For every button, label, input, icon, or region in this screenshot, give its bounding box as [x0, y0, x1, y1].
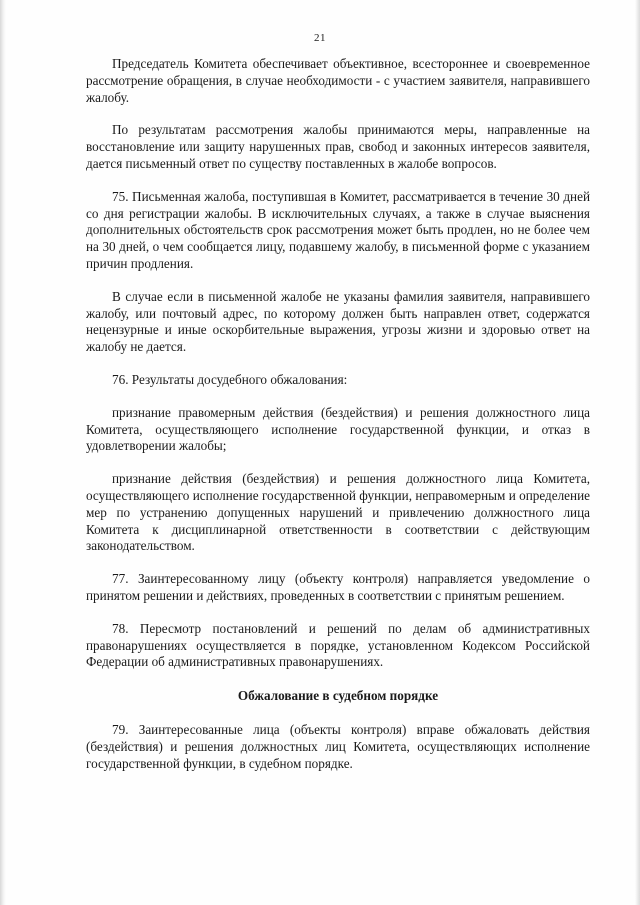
scan-edge-left [0, 0, 6, 905]
paragraph-result-unlawful: признание действия (бездействия) и решения должностного лица Комитета, осуществляющего исполнение государственной функции, неправомерным и определение мер по устранению допущенных нарушений и привлечению должностного лица Комитета к дисциплинарной ответственности в соответствии с действующим законодательством. [86, 471, 590, 554]
scan-edge-right [635, 0, 640, 905]
paragraph-item-79: 79. Заинтересованные лица (объекты контроля) вправе обжаловать действия (бездействия) и решения должностных лиц Комитета, осуществляющих исполнение государственной функции, в судебном порядке. [86, 722, 590, 771]
section-heading: Обжалование в судебном порядке [237, 688, 439, 704]
paragraph-item-76: 76. Результаты досудебного обжалования: [112, 371, 348, 387]
paragraph-item-78: 78. Пересмотр постановлений и решений по делам об административных правонарушениях осуществляется в порядке, установленном Кодексом Российской Федерации об административных правонарушениях. [86, 620, 590, 670]
page-number: 21 [314, 32, 326, 44]
paragraph-item-77: 77. Заинтересованному лицу (объекту контроля) направляется уведомление о принятом решении и действиях, проведенных в соответствии с принятым решением. [86, 571, 590, 603]
paragraph-result-lawful: признание правомерным действия (бездействия) и решения должностного лица Комитета, осуществляющего исполнение государственной функции, и отказ в удовлетворении жалобы; [86, 404, 590, 454]
paragraph-no-response-cases: В случае если в письменной жалобе не указаны фамилия заявителя, направившего жалобу, или почтовый адрес, по которому должен быть направлен ответ, содержатся нецензурные и иные оскорбительные выражения, угрозы жизни и здоровью ответ на жалобу не дается. [86, 288, 590, 355]
paragraph-chairman-review: Председатель Комитета обеспечивает объективное, всестороннее и своевременное рассмотрение обращения, в случае необходимости - с участием заявителя, направившего жалобу. [86, 56, 590, 105]
paragraph-review-results: По результатам рассмотрения жалобы принимаются меры, направленные на восстановление или защиту нарушенных прав, свобод и законных интересов заявителя, дается письменный ответ по существу поставленных в жалобе вопросов. [86, 122, 590, 171]
paragraph-item-75: 75. Письменная жалоба, поступившая в Комитет, рассматривается в течение 30 дней со дня регистрации жалобы. В исключительных случаях, а также в случае выяснения дополнительных обстоятельств срок рассмотрения может быть продлен, но не более чем на 30 дней, о чем сообщается лицу, подавшему жалобу, в письменной форме с указанием причин продления. [86, 188, 590, 271]
document-body [86, 56, 590, 789]
